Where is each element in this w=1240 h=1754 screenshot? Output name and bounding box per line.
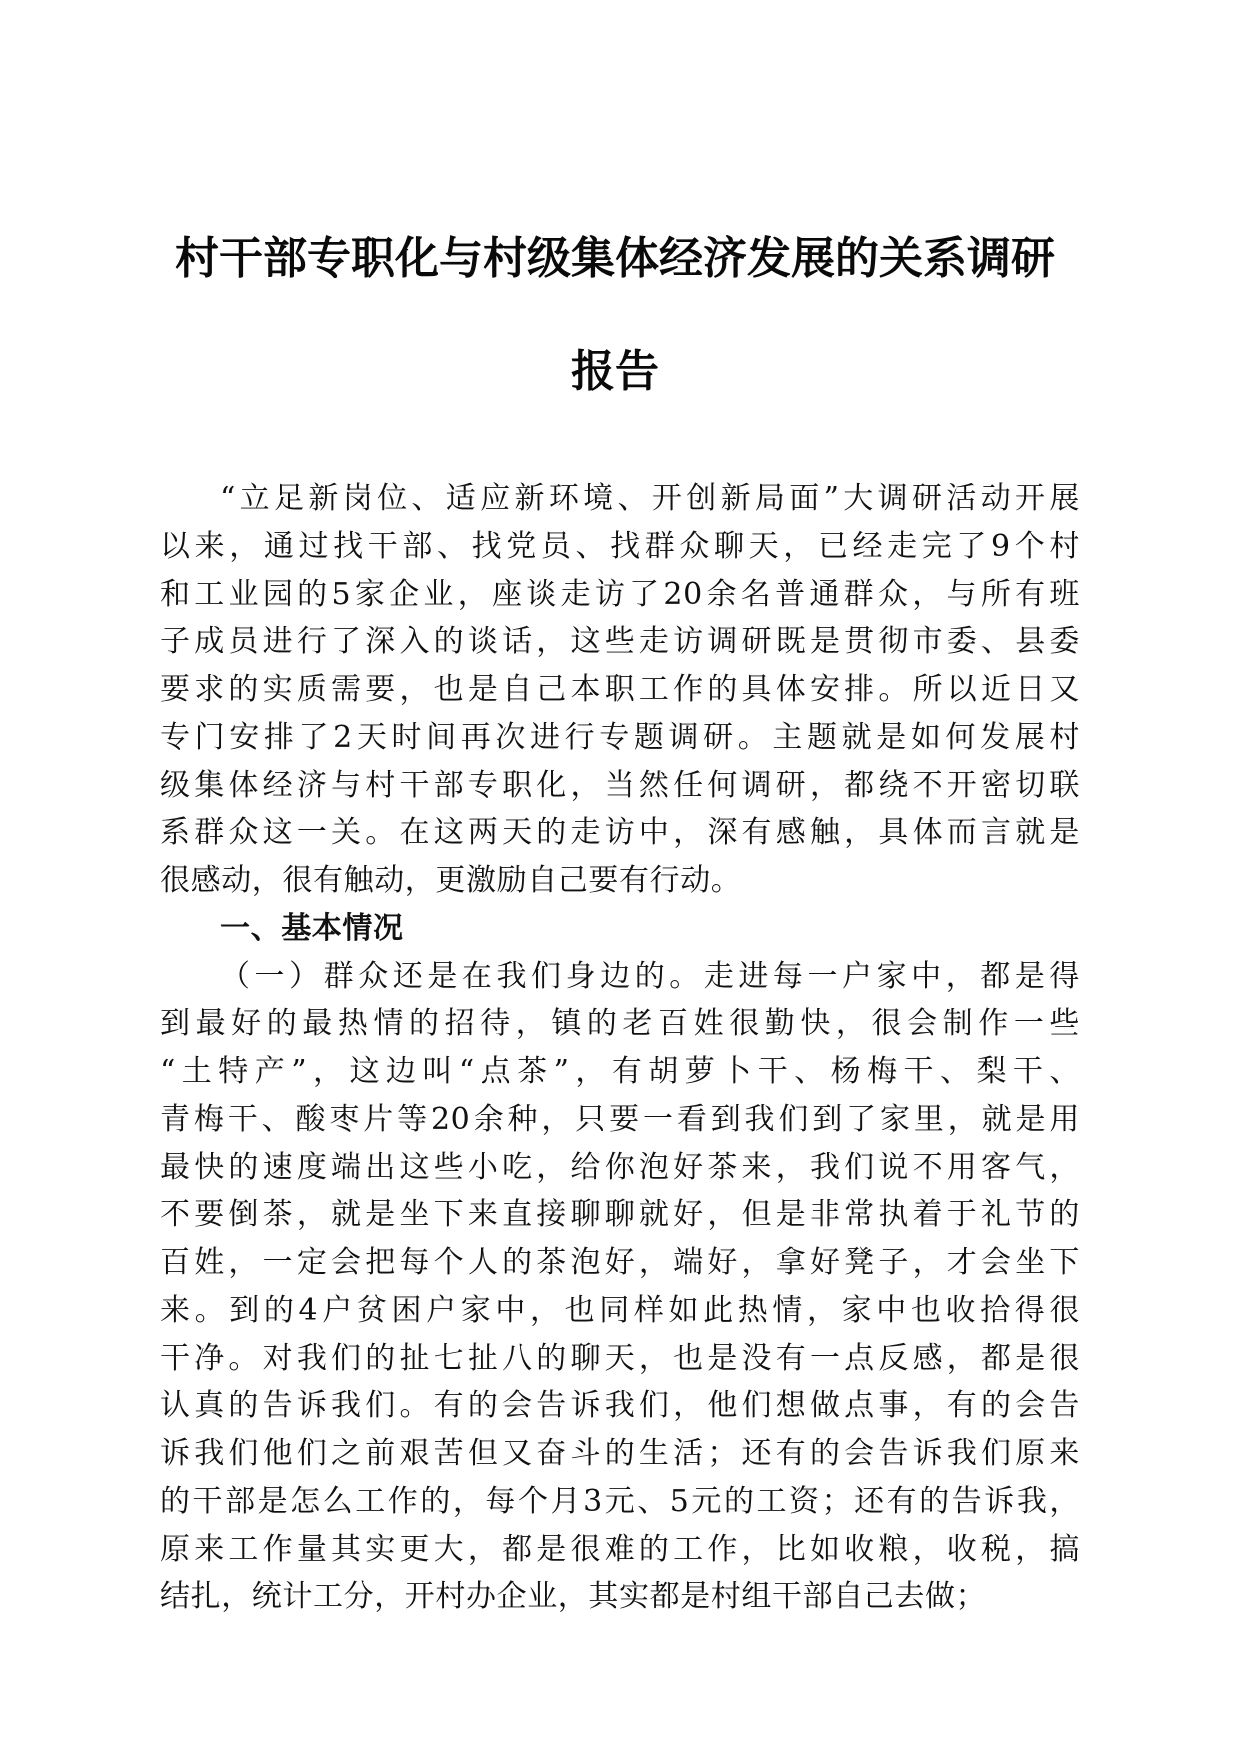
document-title-line-2: 报告: [571, 346, 659, 397]
document-title-line-1: 村干部专职化与村级集体经济发展的关系调研: [175, 233, 1055, 284]
paragraph-line: 认真的告诉我们。有的会告诉我们，他们想做点事，有的会告: [160, 1388, 1080, 1424]
paragraph-line: 来。到的4户贫困户家中，也同样如此热情，家中也收拾得很: [160, 1292, 1080, 1328]
paragraph-line: [160, 953, 1080, 1001]
paragraph-line: “土特产”，这边叫“点茶”，有胡萝卜干、杨梅干、梨干、: [160, 1054, 1080, 1089]
paragraph-line: 不要倒茶，就是坐下来直接聊聊就好，但是非常执着于礼节的: [160, 1197, 1080, 1233]
document-body: [160, 475, 1080, 1621]
paragraph-line: 的干部是怎么工作的，每个月3元、5元的工资；还有的告诉我，: [160, 1483, 1080, 1519]
paragraph-line: 干净。对我们的扯七扯八的聊天，也是没有一点反感，都是很: [160, 1340, 1080, 1376]
paragraph-line: 百姓，一定会把每个人的茶泡好，端好，拿好凳子，才会坐下: [160, 1245, 1080, 1280]
paragraph-line: 以来，通过找干部、找党员、找群众聊天，已经走完了9个村: [160, 528, 1080, 564]
paragraph-line: 最快的速度端出这些小吃，给你泡好茶来，我们说不用客气，: [160, 1149, 1080, 1185]
paragraph-line: 诉我们他们之前艰苦但又奋斗的生活；还有的会告诉我们原来: [160, 1436, 1080, 1471]
paragraph-line: 原来工作量其实更大，都是很难的工作，比如收粮，收税，搞: [160, 1531, 1080, 1567]
paragraph-line: 级集体经济与村干部专职化，当然任何调研，都绕不开密切联: [160, 767, 1080, 803]
subsection-lead: （一）群众还是在我们身边的。: [220, 958, 704, 994]
paragraph-line: 到最好的最热情的招待，镇的老百姓很勤快，很会制作一些: [160, 1006, 1080, 1042]
paragraph-line: 和工业园的5家企业，座谈走访了20余名普通群众，与所有班: [160, 576, 1080, 612]
paragraph-line: 结扎，统计工分，开村办企业，其实都是村组干部自己去做；: [160, 1579, 987, 1615]
paragraph-line: 很感动，很有触动，更激励自己要有行动。: [160, 863, 742, 898]
paragraph-line: 青梅干、酸枣片等20余种，只要一看到我们到了家里，就是用: [160, 1101, 1080, 1137]
paragraph-line: 专门安排了2天时间再次进行专题调研。主题就是如何发展村: [160, 719, 1080, 755]
paragraph-line: 系群众这一关。在这两天的走访中，深有感触，具体而言就是: [160, 815, 1080, 851]
paragraph-line: 子成员进行了深入的谈话，这些走访调研既是贯彻市委、县委: [160, 624, 1080, 660]
paragraph-text: 走进每一户家中，都是得: [703, 958, 1080, 994]
paragraph-line: 要求的实质需要，也是自己本职工作的具体安排。所以近日又: [160, 672, 1080, 707]
section-heading: 一、基本情况: [220, 910, 404, 946]
paragraph-line: “立足新岗位、适应新环境、开创新局面”大调研活动开展: [220, 481, 1080, 516]
